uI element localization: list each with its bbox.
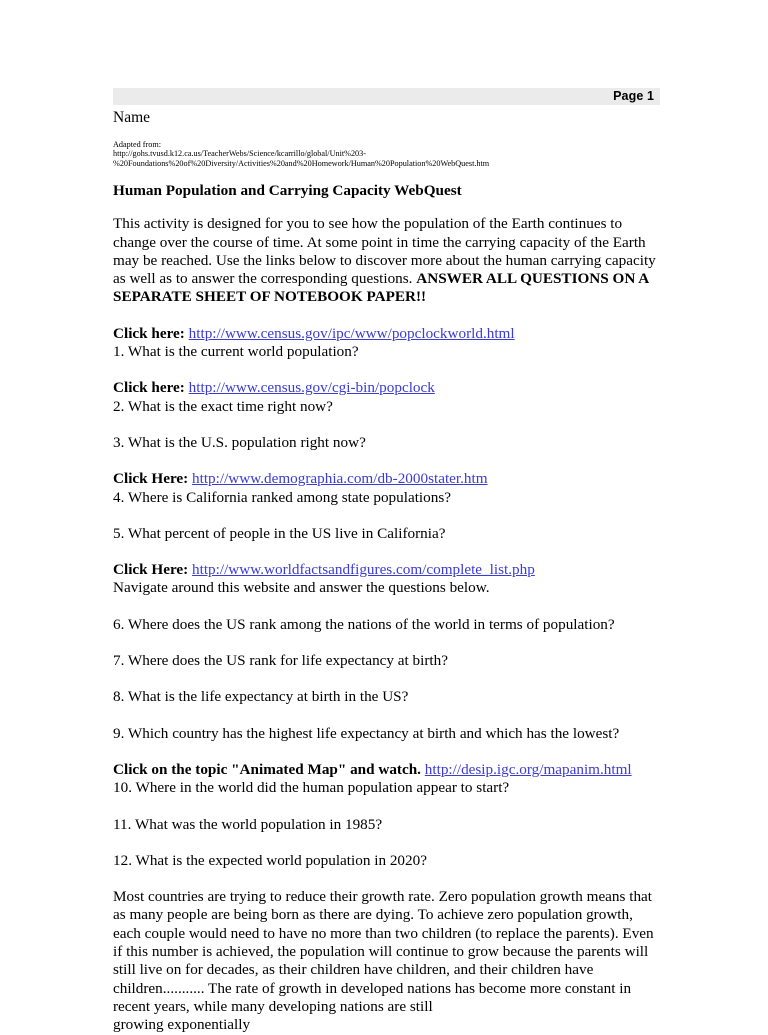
navigate-instruction: Navigate around this website and answer the questions below. — [113, 579, 490, 597]
closing-paragraph-tail: growing exponentially — [113, 1016, 251, 1034]
question-10: 10. Where in the world did the human population appear to start? — [113, 779, 510, 797]
intro-paragraph-emphasis: ANSWER ALL QUESTIONS ON A SEPARATE SHEET OF NOTEBOOK PAPER!! — [113, 270, 649, 306]
link-worldfactsandfigures[interactable]: http://www.worldfactsandfigures.com/complete_list.php — [192, 561, 535, 579]
page-number-label: Page 1 — [613, 89, 654, 103]
source-attribution-lead: Adapted from: — [113, 140, 161, 149]
click-here-line-1 — [113, 325, 657, 343]
source-attribution — [113, 140, 673, 168]
page-header-band — [113, 88, 660, 105]
click-here-line-3 — [113, 470, 657, 488]
section-demographia — [113, 470, 657, 507]
click-here-lead-1: Click here: — [113, 324, 189, 342]
click-here-lead-3: Click Here: — [113, 470, 193, 488]
closing-paragraph: Most countries are trying to reduce their growth rate. Zero population growth means that as many people are being born as there are dying. To achieve zero population growth, each couple would need to have no more than two children (to replace the parents). Even if this number is achieved, the population will continue to grow because the parents will still live on for decades, as their children have children, and their children have children........... The rate of growth in developed nations has become more constant in recent years, while many developing nations are still — [113, 888, 654, 1015]
click-here-lead-2: Click here: — [113, 379, 189, 397]
document-title: Human Population and Carrying Capacity WebQuest — [113, 182, 462, 199]
question-2: 2. What is the exact time right now? — [113, 397, 333, 415]
name-field-label: Name — [113, 109, 151, 126]
click-animated-map-lead: Click on the topic "Animated Map" and watch. — [113, 760, 425, 778]
question-3: 3. What is the U.S. population right now? — [113, 433, 366, 451]
question-5: 5. What percent of people in the US live in California? — [113, 524, 446, 542]
question-12: 12. What is the expected world population in 2020? — [113, 851, 427, 869]
click-here-line-4 — [113, 561, 657, 579]
intro-paragraph-text: This activity is designed for you to see how the population of the Earth continues to change over the course of time. At some point in time the carrying capacity of the Earth may be reached. Use the links below to discover more about the human carrying capacity as well as to answer the corresponding questions. — [113, 215, 656, 288]
question-1: 1. What is the current world population? — [113, 343, 359, 361]
click-animated-map-line — [113, 761, 657, 779]
link-popclock[interactable]: http://www.census.gov/cgi-bin/popclock — [188, 379, 435, 397]
click-here-lead-4: Click Here: — [113, 561, 193, 579]
section-worldfactsandfigures — [113, 561, 657, 598]
section-census-popclock — [113, 379, 657, 416]
question-4: 4. Where is California ranked among state populations? — [113, 488, 451, 506]
question-6: 6. Where does the US rank among the nations of the world in terms of population? — [113, 615, 615, 633]
intro-paragraph — [113, 215, 657, 306]
source-attribution-url-line-2: %20Foundations%20of%20Diversity/Activities%20and%20Homework/Human%20Population%20WebQuest.htm — [113, 158, 490, 168]
section-animated-map — [113, 761, 657, 798]
source-attribution-url-line-1: http://gohs.tvusd.k12.ca.us/TeacherWebs/Science/kcarrillo/global/Unit%203- — [113, 149, 366, 159]
link-mapanim[interactable]: http://desip.igc.org/mapanim.html — [424, 760, 632, 778]
document-body — [113, 182, 657, 1035]
question-11: 11. What was the world population in 1985? — [113, 815, 383, 833]
question-8: 8. What is the life expectancy at birth in the US? — [113, 688, 409, 706]
click-here-line-2 — [113, 379, 657, 397]
link-demographia[interactable]: http://www.demographia.com/db-2000stater.htm — [192, 470, 488, 488]
section-census-popclockworld — [113, 325, 657, 362]
question-9: 9. Which country has the highest life expectancy at birth and which has the lowest? — [113, 724, 620, 742]
question-7: 7. Where does the US rank for life expectancy at birth? — [113, 652, 448, 670]
link-popclockworld[interactable]: http://www.census.gov/ipc/www/popclockworld.html — [188, 324, 515, 342]
